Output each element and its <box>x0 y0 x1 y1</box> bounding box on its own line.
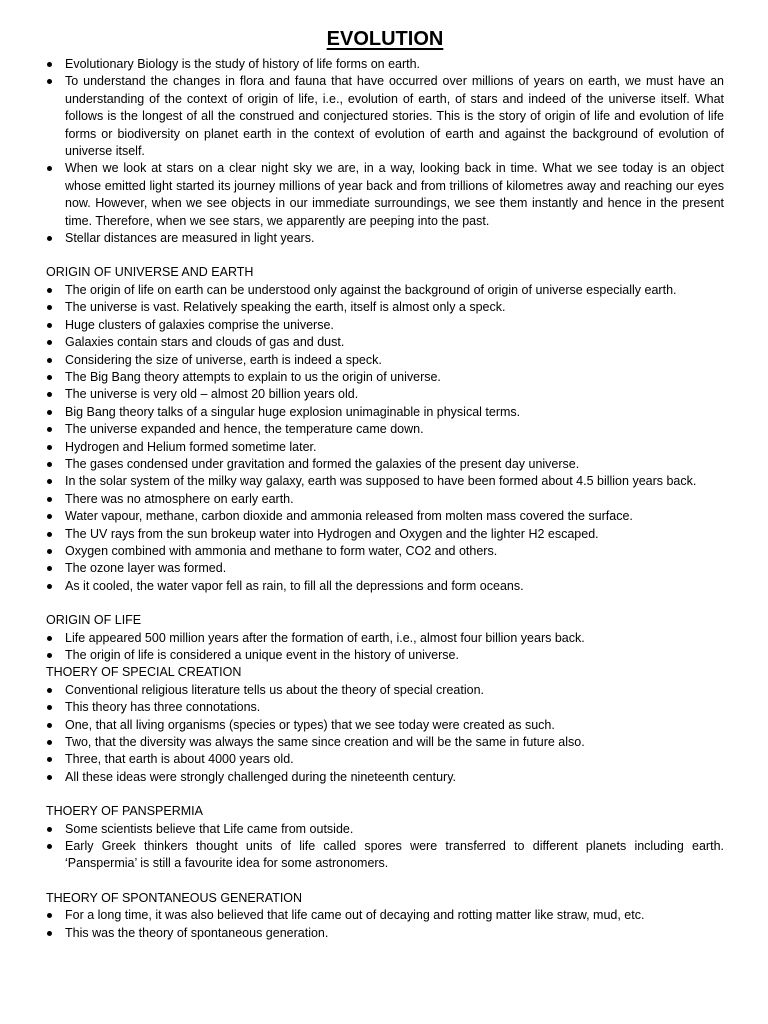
list-item: The origin of life on earth can be understood only against the background of origin of universe especially earth. <box>46 282 724 299</box>
list-item: Galaxies contain stars and clouds of gas and dust. <box>46 334 724 351</box>
list-item: This theory has three connotations. <box>46 699 724 716</box>
page-title: EVOLUTION <box>326 28 444 50</box>
list-item: Conventional religious literature tells us about the theory of special creation. <box>46 682 724 699</box>
section-spacer <box>46 247 724 264</box>
section-heading-special-creation: THOERY OF SPECIAL CREATION <box>46 665 242 680</box>
list-item: Early Greek thinkers thought units of life called spores were transferred to different planets including earth. ‘Panspermia’ is still a favourite idea for some astronomers. <box>46 838 724 873</box>
section-heading-origin-life: ORIGIN OF LIFE <box>46 613 142 628</box>
list-item: The UV rays from the sun brokeup water into Hydrogen and Oxygen and the lighter H2 escaped. <box>46 526 724 543</box>
list-item: Evolutionary Biology is the study of history of life forms on earth. <box>46 56 724 73</box>
list-item: Considering the size of universe, earth is indeed a speck. <box>46 352 724 369</box>
section-heading-origin-universe: ORIGIN OF UNIVERSE AND EARTH <box>46 265 254 280</box>
list-item: This was the theory of spontaneous generation. <box>46 925 724 942</box>
special-creation-list <box>46 682 724 786</box>
list-item: To understand the changes in flora and fauna that have occurred over millions of years on earth, we must have an understanding of the context of origin of life, i.e., evolution of earth, of stars and indeed of the universe itself. What follows is the longest of all the construed and conjectured stories. This is the story of origin of life and evolution of life forms or biodiversity on planet earth in the context of evolution of earth and against the background of evolution of universe itself. <box>46 73 724 160</box>
list-item: Some scientists believe that Life came from outside. <box>46 821 724 838</box>
list-item: Three, that earth is about 4000 years old. <box>46 751 724 768</box>
list-item: The origin of life is considered a unique event in the history of universe. <box>46 647 724 664</box>
list-item: Hydrogen and Helium formed sometime later. <box>46 439 724 456</box>
list-item: For a long time, it was also believed that life came out of decaying and rotting matter like straw, mud, etc. <box>46 907 724 924</box>
intro-list <box>46 56 724 247</box>
list-item: Life appeared 500 million years after the formation of earth, i.e., almost four billion years back. <box>46 630 724 647</box>
list-item: One, that all living organisms (species or types) that we see today were created as such. <box>46 717 724 734</box>
list-item: The gases condensed under gravitation and formed the galaxies of the present day universe. <box>46 456 724 473</box>
list-item: The Big Bang theory attempts to explain to us the origin of universe. <box>46 369 724 386</box>
list-item: Big Bang theory talks of a singular huge explosion unimaginable in physical terms. <box>46 404 724 421</box>
list-item: There was no atmosphere on early earth. <box>46 491 724 508</box>
list-item: Water vapour, methane, carbon dioxide and ammonia released from molten mass covered the surface. <box>46 508 724 525</box>
list-item: The universe expanded and hence, the temperature came down. <box>46 421 724 438</box>
list-item: The ozone layer was formed. <box>46 560 724 577</box>
list-item: The universe is vast. Relatively speaking the earth, itself is almost only a speck. <box>46 299 724 316</box>
list-item: Oxygen combined with ammonia and methane to form water, CO2 and others. <box>46 543 724 560</box>
spontaneous-generation-list <box>46 907 724 942</box>
list-item: In the solar system of the milky way galaxy, earth was supposed to have been formed about 4.5 billion years back. <box>46 473 724 490</box>
origin-universe-list <box>46 282 724 595</box>
section-spacer <box>46 595 724 612</box>
list-item: Two, that the diversity was always the same since creation and will be the same in future also. <box>46 734 724 751</box>
list-item: When we look at stars on a clear night sky we are, in a way, looking back in time. What we see today is an object whose emitted light started its journey millions of year back and from trillions of kilometres away and reaching our eyes now. However, when we see objects in our immediate surroundings, we see them instantly and hence in the present time. Therefore, when we see stars, we apparently are peeping into the past. <box>46 160 724 230</box>
section-heading-panspermia: THOERY OF PANSPERMIA <box>46 804 203 819</box>
list-item: The universe is very old – almost 20 billion years old. <box>46 386 724 403</box>
origin-life-list <box>46 630 724 665</box>
section-heading-spontaneous-generation: THEORY OF SPONTANEOUS GENERATION <box>46 890 303 905</box>
list-item: As it cooled, the water vapor fell as rain, to fill all the depressions and form oceans. <box>46 578 724 595</box>
panspermia-list <box>46 821 724 873</box>
list-item: Huge clusters of galaxies comprise the universe. <box>46 317 724 334</box>
section-spacer <box>46 786 724 803</box>
list-item: All these ideas were strongly challenged during the nineteenth century. <box>46 769 724 786</box>
list-item: Stellar distances are measured in light years. <box>46 230 724 247</box>
section-spacer <box>46 873 724 890</box>
